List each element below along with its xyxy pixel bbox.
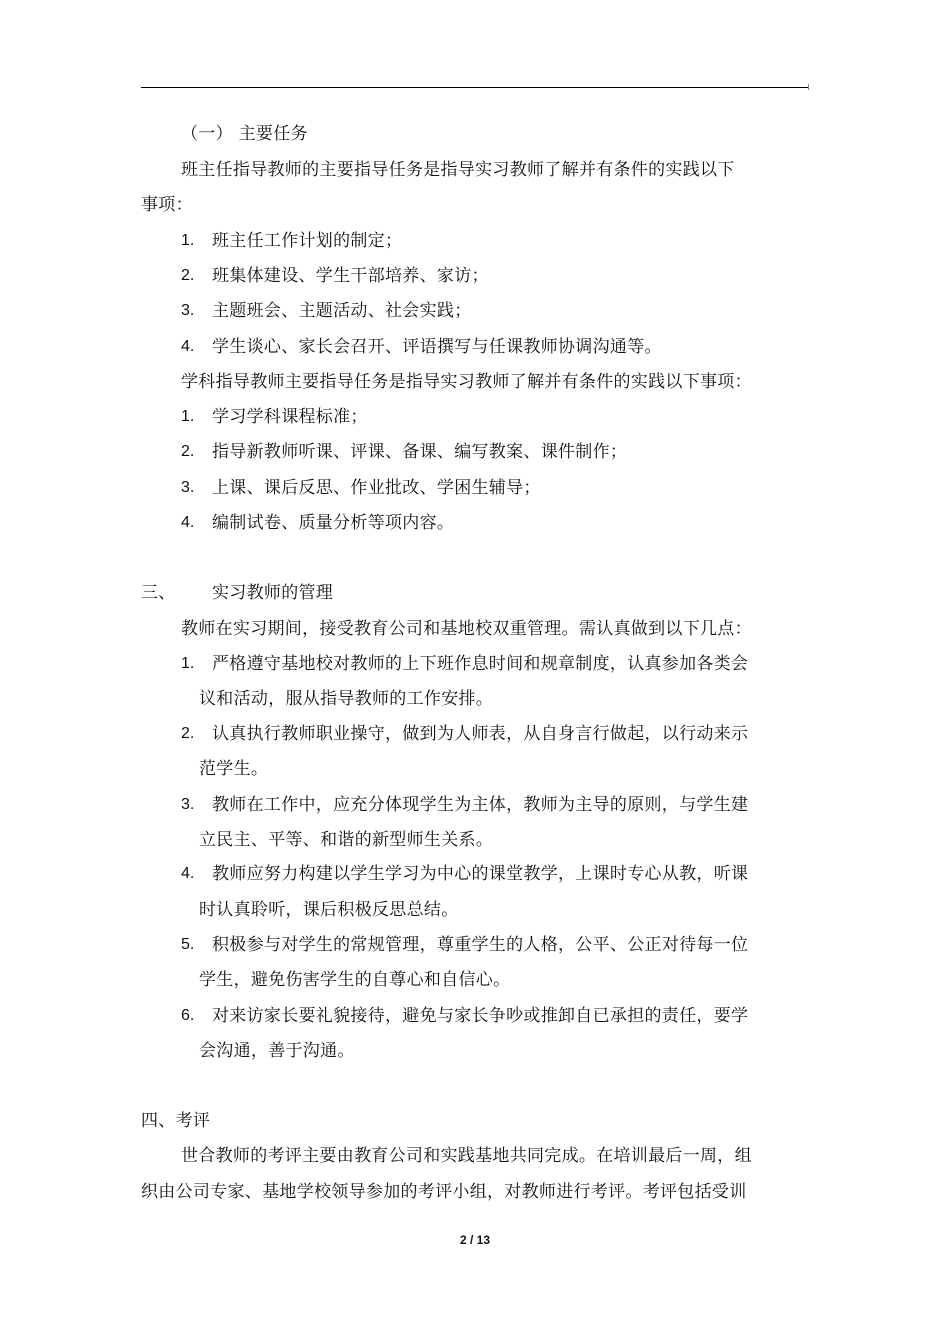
paragraph-line: 学科指导教师主要指导任务是指导实习教师了解并有条件的实践以下事项：	[181, 372, 752, 392]
list-item: 指导新教师听课、评课、备课、编写教案、课件制作；	[212, 442, 628, 462]
list-number: 4.	[181, 338, 195, 355]
list-item: 严格遵守基地校对教师的上下班作息时间和规章制度，认真参加各类会	[212, 654, 749, 674]
list-item: 积极参与对学生的常规管理，尊重学生的人格，公平、公正对待每一位	[212, 935, 749, 955]
list-number: 1.	[181, 655, 195, 672]
list-item: 对来访家长要礼貌接待，避免与家长争吵或推卸自已承担的责任，要学	[212, 1006, 749, 1026]
list-item-continuation: 立民主、平等、和谐的新型师生关系。	[199, 830, 494, 850]
list-item: 认真执行教师职业操守，做到为人师表，从自身言行做起，以行动来示	[212, 724, 749, 744]
page-number: 2 / 13	[459, 1233, 491, 1247]
section-number: 三、	[141, 583, 176, 603]
list-number: 1.	[181, 408, 195, 425]
list-item: 教师在工作中，应充分体现学生为主体，教师为主导的原则，与学生建	[212, 795, 749, 815]
list-number: 4.	[181, 865, 195, 882]
section-heading: 四、考评	[141, 1111, 211, 1131]
list-number: 5.	[181, 936, 195, 953]
list-item-continuation: 范学生。	[199, 759, 269, 779]
paragraph-line: 织由公司专家、基地学校领导参加的考评小组，对教师进行考评。考评包括受训	[141, 1182, 747, 1202]
list-number: 4.	[181, 514, 195, 531]
list-number: 2.	[181, 443, 195, 460]
paragraph-line: 事项：	[141, 195, 193, 215]
list-number: 6.	[181, 1007, 195, 1024]
list-number: 2.	[181, 267, 195, 284]
paragraph-line: 班主任指导教师的主要指导任务是指导实习教师了解并有条件的实践以下	[181, 160, 735, 180]
subsection-heading: （一） 主要任务	[181, 124, 308, 144]
paragraph-line: 教师在实习期间，接受教育公司和基地校双重管理。需认真做到以下几点：	[181, 619, 752, 639]
section-title: 实习教师的管理	[212, 583, 334, 603]
list-number: 3.	[181, 479, 195, 496]
paragraph-line: 世合教师的考评主要由教育公司和实践基地共同完成。在培训最后一周，组	[181, 1146, 752, 1166]
list-number: 3.	[181, 796, 195, 813]
list-item: 班集体建设、学生干部培养、家访；	[212, 266, 489, 286]
list-number: 2.	[181, 725, 195, 742]
list-item: 上课、课后反思、作业批改、学困生辅导；	[212, 478, 541, 498]
list-item-continuation: 时认真聆听，课后积极反思总结。	[199, 900, 459, 920]
list-number: 1.	[181, 232, 195, 249]
list-item: 班主任工作计划的制定；	[212, 231, 403, 251]
list-item: 学习学科课程标准；	[212, 407, 368, 427]
list-item-continuation: 议和活动，服从指导教师的工作安排。	[199, 689, 494, 709]
list-number: 3.	[181, 302, 195, 319]
list-item-continuation: 会沟通，善于沟通。	[199, 1041, 355, 1061]
header-rule	[141, 87, 809, 88]
list-item: 教师应努力构建以学生学习为中心的课堂教学，上课时专心从教，听课	[212, 864, 749, 884]
header-rule-mark	[808, 84, 809, 90]
list-item: 编制试卷、质量分析等项内容。	[212, 513, 455, 533]
list-item-continuation: 学生，避免伤害学生的自尊心和自信心。	[199, 970, 511, 990]
list-item: 主题班会、主题活动、社会实践；	[212, 301, 472, 321]
list-item: 学生谈心、家长会召开、评语撰写与任课教师协调沟通等。	[212, 337, 662, 357]
